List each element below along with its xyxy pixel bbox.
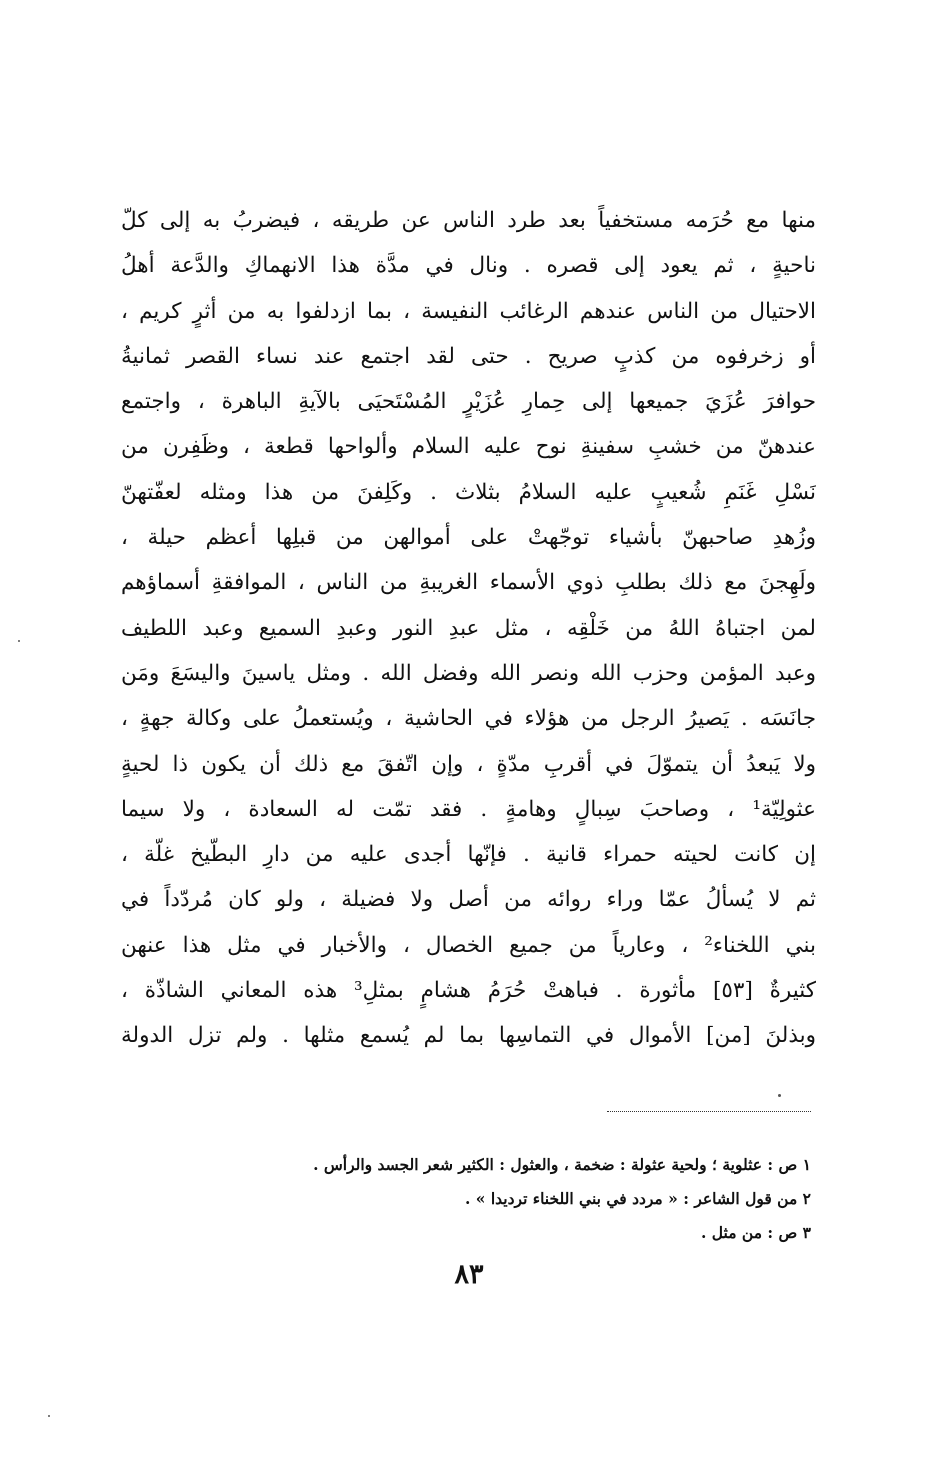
text-line: وزُهدِ صاحبهنّ بأشياء توجّهتْ على أموالهن من قبلِها أعظم حيلة ، [121,525,816,551]
text-line: منها مع حُرَمه مستخفياً بعد طرد الناس عن طريقه ، فيضربُ به إلى كلّ [121,208,816,233]
print-speck [778,1094,781,1097]
text-line: حوافرَ عُزَيَ جميعها إلى حِمارِ عُزَيْرٍ المُسْتَحيَى بالآيةِ الباهرة ، واجتمع [121,389,816,415]
text-line: ولا يَبعدُ أن يتموّلَ في أقربِ مدّةٍ ، وإن اتّفقَ مع ذلك أن يكون ذا لحيةٍ [121,751,816,777]
footnote: ٣ ص : من مثل . [701,1223,811,1242]
text-line: أو زخرفوه من كذبٍ صريح . حتى لقد اجتمع عند نساء القصر ثمانيةُ [121,343,816,369]
footnote-separator [607,1111,811,1112]
footnote: ٢ من قول الشاعر : « مردد في بني اللخناء ترديدا » . [464,1189,811,1208]
text-line: بني اللخناء² ، وعارياً من جميع الخصال ، والأخبار في مثل هذا عنهن [121,932,816,958]
page-number: ٨٣ [454,1259,484,1290]
text-line: الاحتيال من الناس عندهم الرغائب النفيسة ، بما ازدلفوا به من أثرٍ كريم ، [121,298,816,324]
text-line: نَسْلِ غَنَمِ شُعيبٍ عليه السلامُ بثلاث . وكَلِفنَ من هذا ومثله لعفّتهنّ [121,479,816,505]
main-text-block [121,198,816,1059]
text-line: وبذلنَ [من] الأموال في التماسِها بما لم يُسمع مثلها . ولم تزل الدولة [121,1023,816,1049]
text-line: ولَهِجنَ مع ذلك بطلبِ ذوي الأسماء الغريبةِ من الناس ، الموافقةِ أسماؤهم [121,570,816,596]
footnotes [171,1148,811,1250]
text-line: لمن اجتباهُ اللهُ من خَلْقِه ، مثل عبدِ النور وعبدِ السميع وعبد اللطيف [121,615,816,641]
text-line: ثم لا يُسألُ عمّا وراء روائه من أصل ولا فضيلة ، ولو كان مُردّداً في [121,887,816,913]
print-speck [48,1415,50,1417]
text-line: عندهنّ من خشبِ سفينةِ نوح عليه السلام وألواحها قطعة ، وظَفِرن من [121,434,816,460]
text-line: وعبد المؤمن وحزب الله ونصر الله وفضل الله . ومثل ياسينَ واليسَعَ ومَن [121,660,816,686]
text-line: ناحيةٍ ، ثم يعود إلى قصره . ونال في مدَّة هذا الانهماكِ والدَّعة أهلُ [121,253,816,279]
text-line: إن كانت لحيته حمراء قانية . فإنّها أجدى عليه من دارِ البطّيخ غلّة ، [121,842,816,868]
text-line: جانَسَه . يَصيرُ الرجل من هؤلاء في الحاشية ، ويُستعملُ على وكالة جهةٍ ، [121,706,816,732]
footnote: ١ ص : عثلوية ؛ ولحية عثولة : ضخمة ، والعثول : الكثير شعر الجسد والرأس . [313,1155,811,1174]
text-line: عثولِيّة¹ ، وصاحبَ سِبالٍ وهامةٍ . فقد تمّت له السعادة ، ولا سيما [121,796,816,822]
text-line: كثيرةٌ [٥٣] مأثورة . فباهتْ حُرَمُ هشامٍ بمثلِ³ هذه المعاني الشاذّة ، [121,978,816,1004]
print-speck [18,640,20,642]
